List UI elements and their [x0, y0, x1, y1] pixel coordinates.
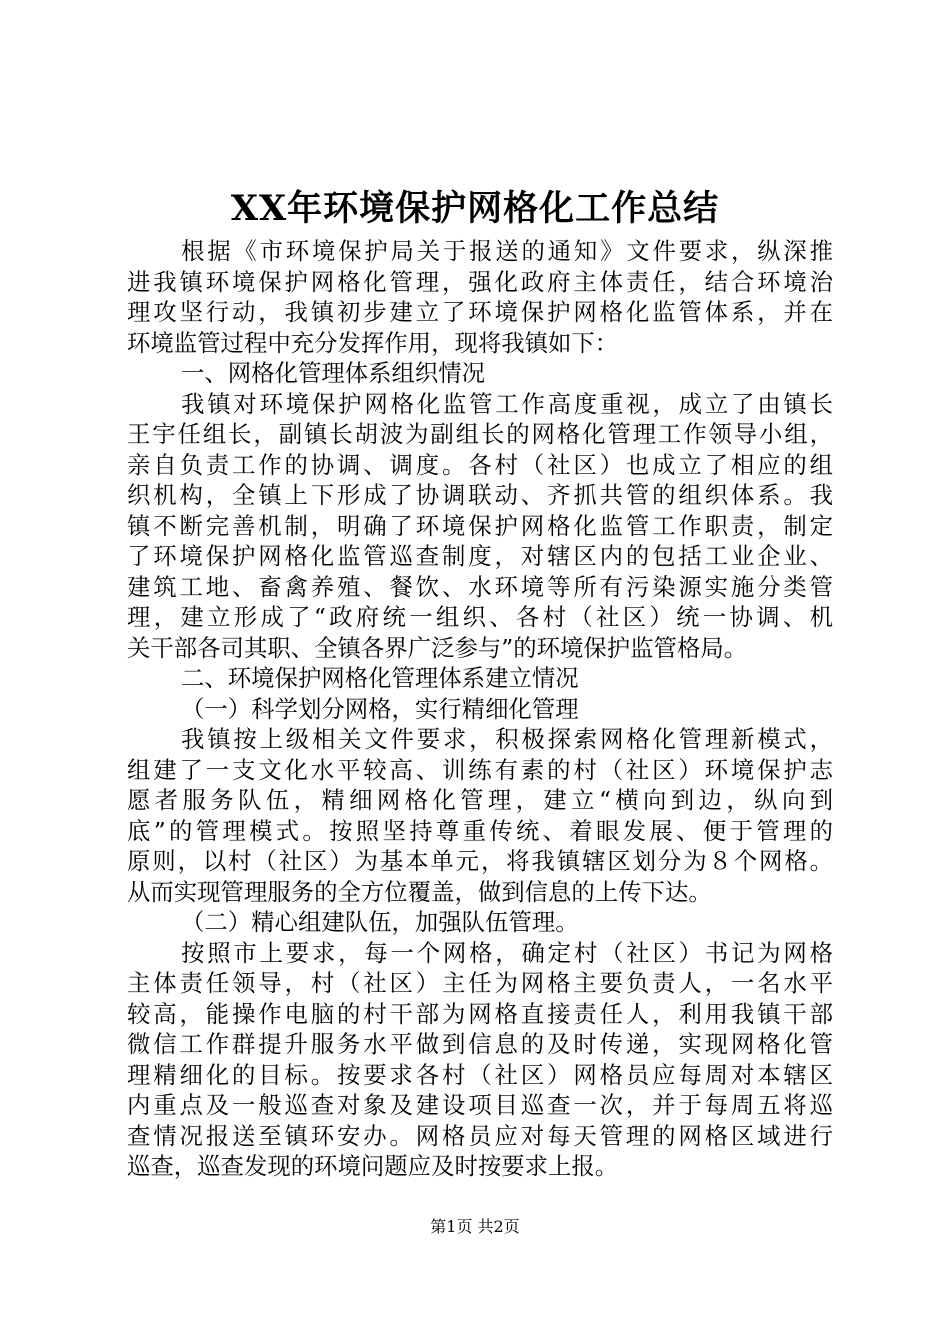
paragraph-line: 根据《市环境保护局关于报送的通知》文件要求，纵深推 [181, 237, 833, 265]
paragraph [127, 694, 833, 725]
document-title: XX年环境保护网格化工作总结 [230, 188, 720, 229]
paragraph-line: （二）精心组建队伍，加强队伍管理。 [181, 908, 579, 936]
paragraph-line: 查情况报送至镇环安办。网格员应对每天管理的网格区域进行 [127, 1121, 833, 1150]
page-footer: 第1页 共2页 [430, 1217, 520, 1236]
paragraph [127, 236, 833, 358]
paragraph-line: 王宇任组长，副镇长胡波为副组长的网格化管理工作领导小组， [127, 420, 833, 448]
paragraph-line: 镇不断完善机制，明确了环境保护网格化监管工作职责，制定 [127, 511, 833, 540]
paragraph-line: 微信工作群提升服务水平做到信息的及时传递，实现网格化管 [127, 1030, 833, 1058]
paragraph-line: 进我镇环境保护网格化管理，强化政府主体责任，结合环境治 [127, 267, 833, 296]
paragraph-line: 按照市上要求，每一个网格，确定村（社区）书记为网格 [181, 938, 833, 967]
paragraph-line: 愿者服务队伍，精细网格化管理，建立“横向到边，纵向到 [127, 786, 833, 814]
paragraph-line: 建筑工地、畜禽养殖、餐饮、水环境等所有污染源实施分类管 [127, 572, 833, 601]
paragraph-line: 理攻坚行动，我镇初步建立了环境保护网格化监管体系，并在 [127, 298, 833, 326]
paragraph [127, 938, 833, 1182]
paragraph-line: 主体责任领导，村（社区）主任为网格主要负责人，一名水平 [127, 969, 833, 997]
paragraph-line: 了环境保护网格化监管巡查制度，对辖区内的包括工业企业、 [127, 542, 833, 570]
paragraph-line: 环境监管过程中充分发挥作用，现将我镇如下： [127, 328, 619, 357]
paragraph [127, 358, 833, 389]
paragraph-line: 组建了一支文化水平较高、训练有素的村（社区）环境保护志 [127, 755, 833, 784]
paragraph-line: 一、网格化管理体系组织情况 [181, 359, 486, 387]
paragraph-line: 从而实现管理服务的全方位覆盖，做到信息的上传下达。 [127, 877, 712, 906]
paragraph [127, 724, 833, 907]
paragraph [127, 663, 833, 694]
paragraph-line: 二、环境保护网格化管理体系建立情况 [181, 664, 579, 692]
document-body [127, 236, 833, 1182]
paragraph-line: 关干部各司其职、全镇各界广泛参与”的环境保护监管格局。 [127, 633, 748, 662]
paragraph-line: （一）科学划分网格，实行精细化管理 [181, 694, 579, 723]
paragraph-line: 亲自负责工作的协调、调度。各村（社区）也成立了相应的组 [127, 450, 833, 479]
paragraph-line: 较高，能操作电脑的村干部为网格直接责任人，利用我镇干部 [127, 999, 833, 1028]
paragraph [127, 389, 833, 664]
paragraph-line: 理精细化的目标。按要求各村（社区）网格员应每周对本辖区 [127, 1060, 833, 1089]
paragraph-line: 巡查，巡查发现的环境问题应及时按要求上报。 [127, 1152, 619, 1180]
paragraph-line: 原则，以村（社区）为基本单元，将我镇辖区划分为８个网格。 [127, 847, 833, 875]
paragraph-line: 理，建立形成了“政府统一组织、各村（社区）统一协调、机 [127, 603, 833, 631]
paragraph-line: 底”的管理模式。按照坚持尊重传统、着眼发展、便于管理的 [127, 816, 833, 845]
paragraph-line: 我镇按上级相关文件要求，积极探索网格化管理新模式， [181, 725, 833, 753]
paragraph-line: 内重点及一般巡查对象及建设项目巡查一次，并于每周五将巡 [127, 1091, 833, 1119]
paragraph [127, 907, 833, 938]
paragraph-line: 织机构，全镇上下形成了协调联动、齐抓共管的组织体系。我 [127, 481, 833, 509]
paragraph-line: 我镇对环境保护网格化监管工作高度重视，成立了由镇长 [181, 389, 833, 418]
